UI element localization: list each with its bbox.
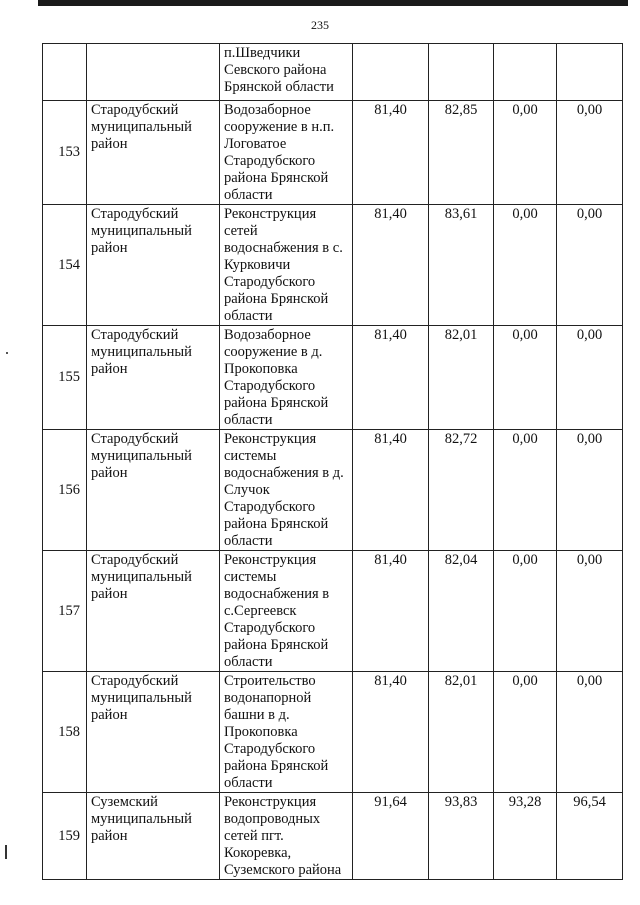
object-line: Водозаборное bbox=[224, 102, 311, 118]
object-line: Случок bbox=[224, 482, 270, 498]
municipality-line: район bbox=[91, 707, 128, 723]
municipality-line: район bbox=[91, 240, 128, 256]
value-cell-v1: 91,64 bbox=[353, 793, 429, 880]
table-row bbox=[43, 101, 623, 205]
object-cell bbox=[220, 430, 353, 551]
municipality-cell bbox=[87, 551, 220, 672]
municipality-line: Стародубский bbox=[91, 327, 179, 343]
municipality-line: муниципальный bbox=[91, 223, 192, 239]
value-cell-v2: 82,85 bbox=[429, 101, 494, 205]
object-line: сооружение в д. bbox=[224, 344, 323, 360]
table-row bbox=[43, 430, 623, 551]
object-line: Стародубского bbox=[224, 499, 316, 515]
municipality-cell bbox=[87, 672, 220, 793]
object-line: башни в д. bbox=[224, 707, 290, 723]
table-row bbox=[43, 551, 623, 672]
object-cell bbox=[220, 205, 353, 326]
value-cell-v3: 0,00 bbox=[494, 205, 557, 326]
value-cell-v3: 0,00 bbox=[494, 551, 557, 672]
value-cell-v3: 0,00 bbox=[494, 430, 557, 551]
municipality-line: район bbox=[91, 586, 128, 602]
municipality-cell bbox=[87, 44, 220, 101]
object-line: Реконструкция bbox=[224, 206, 317, 222]
object-line: Прокоповка bbox=[224, 361, 298, 377]
value-cell-v4: 0,00 bbox=[557, 101, 623, 205]
value-cell-v2: 82,01 bbox=[429, 672, 494, 793]
value-cell-v3: 0,00 bbox=[494, 326, 557, 430]
municipality-line: район bbox=[91, 465, 128, 481]
value-cell-v3: 0,00 bbox=[494, 101, 557, 205]
object-cell bbox=[220, 551, 353, 672]
object-line: Стародубского bbox=[224, 274, 316, 290]
municipality-line: район bbox=[91, 361, 128, 377]
object-line: системы bbox=[224, 569, 277, 585]
value-cell-v2: 83,61 bbox=[429, 205, 494, 326]
value-cell-v3: 93,28 bbox=[494, 793, 557, 880]
value-cell-v2: 93,83 bbox=[429, 793, 494, 880]
row-number: 158 bbox=[43, 672, 87, 793]
municipality-cell bbox=[87, 205, 220, 326]
object-line: сооружение в н.п. bbox=[224, 119, 335, 135]
value-cell-v2: 82,04 bbox=[429, 551, 494, 672]
scan-artifact bbox=[6, 352, 8, 354]
object-line: области bbox=[224, 533, 273, 549]
value-cell-v4: 0,00 bbox=[557, 205, 623, 326]
object-cell bbox=[220, 672, 353, 793]
object-line: водопроводных bbox=[224, 811, 321, 827]
municipality-line: Стародубский bbox=[91, 206, 179, 222]
object-cell bbox=[220, 44, 353, 101]
row-number bbox=[43, 44, 87, 101]
object-line: Реконструкция bbox=[224, 794, 317, 810]
value-cell-v4: 0,00 bbox=[557, 430, 623, 551]
municipality-line: муниципальный bbox=[91, 344, 192, 360]
row-number: 159 bbox=[43, 793, 87, 880]
value-cell-v1: 81,40 bbox=[353, 551, 429, 672]
object-line: водоснабжения в д. bbox=[224, 465, 344, 481]
value-cell-v1: 81,40 bbox=[353, 672, 429, 793]
value-cell-v4 bbox=[557, 44, 623, 101]
municipality-line: Стародубский bbox=[91, 552, 179, 568]
row-number: 155 bbox=[43, 326, 87, 430]
object-cell bbox=[220, 101, 353, 205]
value-cell-v2: 82,01 bbox=[429, 326, 494, 430]
object-line: района Брянской bbox=[224, 291, 329, 307]
value-cell-v1: 81,40 bbox=[353, 101, 429, 205]
municipality-line: муниципальный bbox=[91, 569, 192, 585]
data-table bbox=[42, 43, 623, 880]
object-line: Реконструкция bbox=[224, 431, 317, 447]
object-line: Стародубского bbox=[224, 741, 316, 757]
municipality-cell bbox=[87, 101, 220, 205]
object-line: Брянской области bbox=[224, 79, 334, 95]
table-row bbox=[43, 205, 623, 326]
object-line: системы bbox=[224, 448, 277, 464]
object-line: Водозаборное bbox=[224, 327, 311, 343]
municipality-line: муниципальный bbox=[91, 119, 192, 135]
municipality-line: муниципальный bbox=[91, 448, 192, 464]
object-line: района Брянской bbox=[224, 170, 329, 186]
object-line: района Брянской bbox=[224, 395, 329, 411]
table-row bbox=[43, 672, 623, 793]
object-line: Прокоповка bbox=[224, 724, 298, 740]
value-cell-v1: 81,40 bbox=[353, 205, 429, 326]
page-number: 235 bbox=[311, 18, 329, 32]
object-line: Курковичи bbox=[224, 257, 291, 273]
object-line: области bbox=[224, 654, 273, 670]
object-line: района Брянской bbox=[224, 516, 329, 532]
row-number: 156 bbox=[43, 430, 87, 551]
value-cell-v3 bbox=[494, 44, 557, 101]
object-line: области bbox=[224, 187, 273, 203]
object-line: Стародубского bbox=[224, 620, 316, 636]
municipality-line: Суземский bbox=[91, 794, 158, 810]
value-cell-v1: 81,40 bbox=[353, 430, 429, 551]
object-line: сетей bbox=[224, 223, 258, 239]
object-cell bbox=[220, 793, 353, 880]
object-line: области bbox=[224, 308, 273, 324]
value-cell-v4: 0,00 bbox=[557, 551, 623, 672]
municipality-cell bbox=[87, 326, 220, 430]
object-line: Стародубского bbox=[224, 378, 316, 394]
object-line: Стародубского bbox=[224, 153, 316, 169]
object-line: области bbox=[224, 775, 273, 791]
object-line: района Брянской bbox=[224, 637, 329, 653]
object-line: водонапорной bbox=[224, 690, 312, 706]
row-number: 153 bbox=[43, 101, 87, 205]
object-line: Суземского района bbox=[224, 862, 342, 878]
scan-top-edge bbox=[38, 0, 628, 6]
object-line: п.Шведчики bbox=[224, 45, 301, 61]
municipality-line: район bbox=[91, 136, 128, 152]
object-line: водоснабжения в с. bbox=[224, 240, 343, 256]
object-cell bbox=[220, 326, 353, 430]
value-cell-v1: 81,40 bbox=[353, 326, 429, 430]
object-line: Строительство bbox=[224, 673, 316, 689]
municipality-cell bbox=[87, 793, 220, 880]
object-line: Севского района bbox=[224, 62, 327, 78]
value-cell-v2 bbox=[429, 44, 494, 101]
value-cell-v2: 82,72 bbox=[429, 430, 494, 551]
municipality-line: Стародубский bbox=[91, 102, 179, 118]
table-row bbox=[43, 793, 623, 880]
table-row bbox=[43, 44, 623, 101]
object-line: района Брянской bbox=[224, 758, 329, 774]
object-line: с.Сергеевск bbox=[224, 603, 297, 619]
scan-artifact bbox=[5, 845, 7, 859]
row-number: 157 bbox=[43, 551, 87, 672]
municipality-line: Стародубский bbox=[91, 431, 179, 447]
municipality-line: район bbox=[91, 828, 128, 844]
municipality-line: муниципальный bbox=[91, 811, 192, 827]
object-line: Реконструкция bbox=[224, 552, 317, 568]
municipality-line: муниципальный bbox=[91, 690, 192, 706]
object-line: области bbox=[224, 412, 273, 428]
object-line: Кокоревка, bbox=[224, 845, 292, 861]
row-number: 154 bbox=[43, 205, 87, 326]
object-line: водоснабжения в bbox=[224, 586, 330, 602]
value-cell-v4: 96,54 bbox=[557, 793, 623, 880]
table-row bbox=[43, 326, 623, 430]
municipality-cell bbox=[87, 430, 220, 551]
municipality-line: Стародубский bbox=[91, 673, 179, 689]
object-line: сетей пгт. bbox=[224, 828, 284, 844]
value-cell-v1 bbox=[353, 44, 429, 101]
value-cell-v3: 0,00 bbox=[494, 672, 557, 793]
object-line: Логоватое bbox=[224, 136, 287, 152]
value-cell-v4: 0,00 bbox=[557, 326, 623, 430]
value-cell-v4: 0,00 bbox=[557, 672, 623, 793]
